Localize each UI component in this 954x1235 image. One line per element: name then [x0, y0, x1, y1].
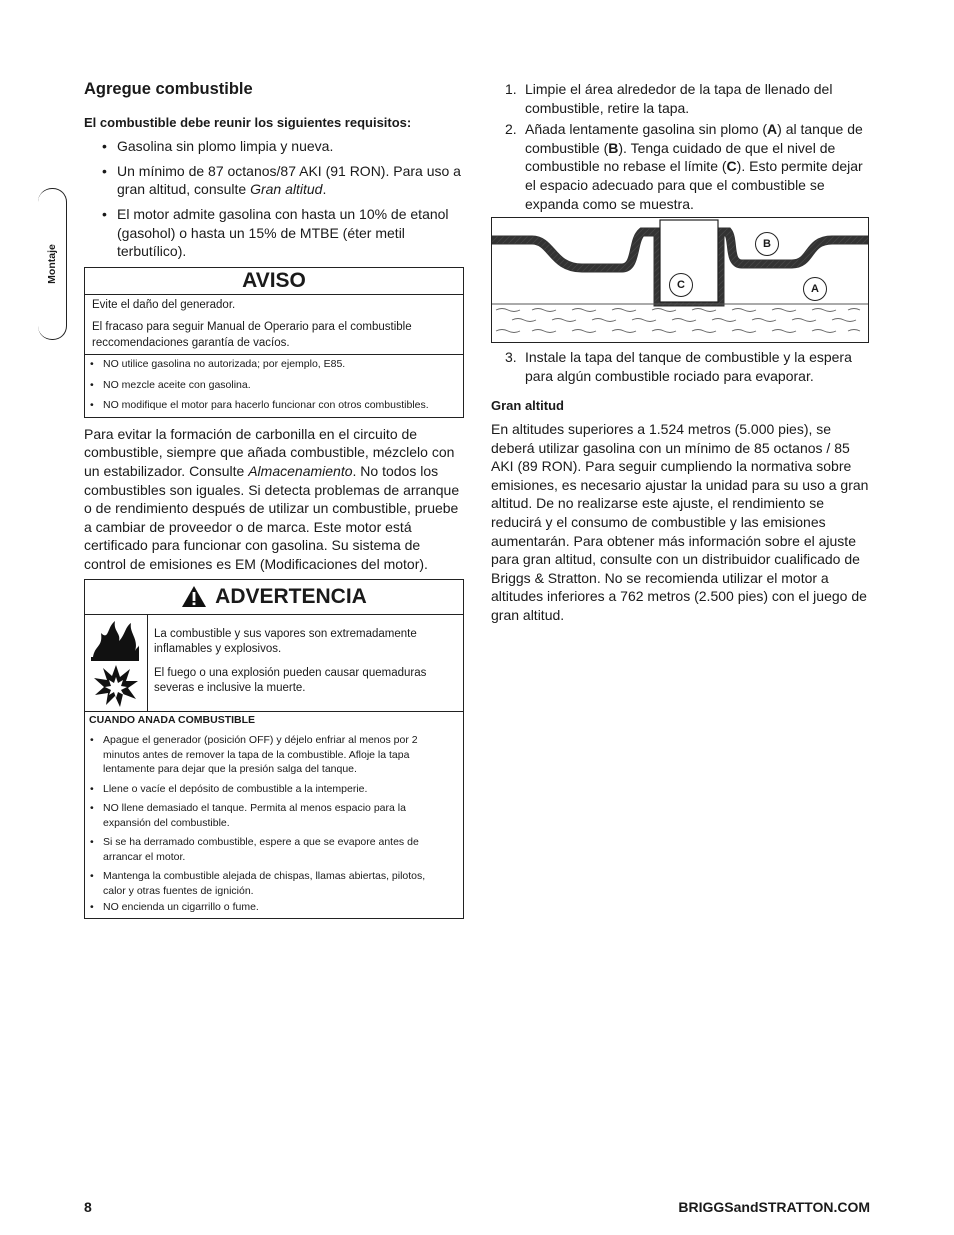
list-item: • NO mezcle aceite con gasolina. [85, 378, 459, 393]
requirements-heading: El combustible debe reunir los siguientes requisitos: [84, 114, 412, 130]
warning-box [84, 579, 464, 919]
list-item: • NO utilice gasolina no autorizada; por ejemplo, E85. [85, 357, 459, 372]
footer-website: BRIGGSandSTRATTON.COM [678, 1199, 870, 1215]
page-number: 8 [84, 1199, 92, 1215]
list-item: 1. Limpie el área alrededor de la tapa de llenado del combustible, retire la tapa. [505, 81, 833, 116]
notice-list [85, 355, 463, 417]
label-c: C [669, 273, 693, 297]
list-item: • El motor admite gasolina con hasta un 10% de etanol (gasohol) o hasta un 15% de MTBE (éter metil terbutílico). [84, 205, 464, 261]
notice-line: Evite el daño del generador. [92, 298, 236, 311]
list-item: • NO modifique el motor para hacerlo funcionar con otros combustibles. [85, 398, 459, 413]
list-item: 3. Instale la tapa del tanque de combustible y la espera para algún combustible rociado para evaporar. [505, 349, 852, 384]
list-item: • NO encienda un cigarrillo o fume. [85, 900, 449, 915]
altitude-heading: Gran altitud [491, 398, 564, 414]
label-b: B [755, 232, 779, 256]
list-item: • Si se ha derramado combustible, espere a que se evapore antes de arrancar el motor. [85, 835, 449, 864]
warning-text: La combustible y sus vapores son extremadamente inflamables y explosivos. [154, 627, 417, 655]
warning-subheading: CUANDO ANADA COMBUSTIBLE [89, 713, 256, 726]
list-item: • Llene o vacíe el depósito de combustible a la intemperie. [85, 782, 449, 797]
body-paragraph: Para evitar la formación de carbonilla en el circuito de combustible, siempre que añada combustible, mézclelo con un estabilizador. Consulte Almacenamiento. No todos los combustibles son iguales. Si detecta problemas de arranque o de rendimiento después de utilizar un combustible, pruebe a cambiar de proveedor o de marca. Este motor está certificado para funcionar con gasolina. Su sistema de control de emisiones es EM (Modificaciones del motor). [84, 425, 460, 572]
list-item: • Gasolina sin plomo limpia y nueva. [84, 137, 464, 156]
section-heading: Agregue combustible [84, 80, 253, 98]
list-item: 2. Añada lentamente gasolina sin plomo (A) al tanque de combustible (B). Tenga cuidado de que el nivel de combustible no rebase el límite (C). Esto permite dejar el espacio adecuado para que el combustible se expanda como se muestra. [505, 121, 863, 212]
steps-list [491, 80, 871, 213]
notice-line: El fracaso para seguir Manual de Operario para el combustible reccomendaciones garantía de vacíos. [92, 321, 412, 349]
requirements-list [84, 137, 464, 261]
warning-list [85, 727, 463, 918]
list-item: • Un mínimo de 87 octanos/87 AKI (91 RON). Para uso a gran altitud, consulte Gran altitud. [84, 162, 464, 199]
fuel-tank-figure [491, 217, 869, 343]
list-item: • NO llene demasiado el tanque. Permita al menos espacio para la expansión del combustible. [85, 801, 449, 830]
warning-title: ADVERTENCIA [215, 584, 367, 608]
list-item: • Mantenga la combustible alejada de chispas, llamas abiertas, pilotos, calor y otras fuentes de ignición. [85, 869, 449, 898]
left-column [84, 80, 464, 919]
notice-box [84, 267, 464, 418]
section-side-tab [38, 188, 67, 340]
label-a: A [803, 277, 827, 301]
warning-triangle-icon [181, 585, 207, 608]
warning-text: El fuego o una explosión pueden causar quemaduras severas e inclusive la muerte. [154, 666, 427, 694]
fire-icon [89, 617, 143, 663]
steps-list [491, 348, 871, 385]
altitude-paragraph: En altitudes superiores a 1.524 metros (5.000 pies), se deberá utilizar gasolina con un mínimo de 85 octanos / 85 AKI (89 RON). Para seguir cumpliendo la normativa sobre emisiones, es necesario ajustar la unidad para su uso a gran altitud. De no realizarse este ajuste, el rendimiento se reducirá y el consumo de combustible y las emisiones aumentarán. Para obtener más información sobre el ajuste para gran altitud, consulte con un distribuidor cualificado de Briggs & Stratton. No se recomienda utilizar el motor a altitudes inferiores a 762 metros (2.500 pies) con el juego de gran altitud. [491, 420, 869, 623]
side-tab-label: Montaje [46, 244, 59, 284]
right-column [491, 80, 871, 624]
list-item: • Apague el generador (posición OFF) y déjelo enfriar al menos por 2 minutos antes de remover la tapa de la combustible. Afloje la tapa lentamente para dejar que la presión salga del tanque. [85, 733, 449, 777]
explosion-icon [92, 663, 140, 709]
notice-title: AVISO [85, 268, 463, 295]
